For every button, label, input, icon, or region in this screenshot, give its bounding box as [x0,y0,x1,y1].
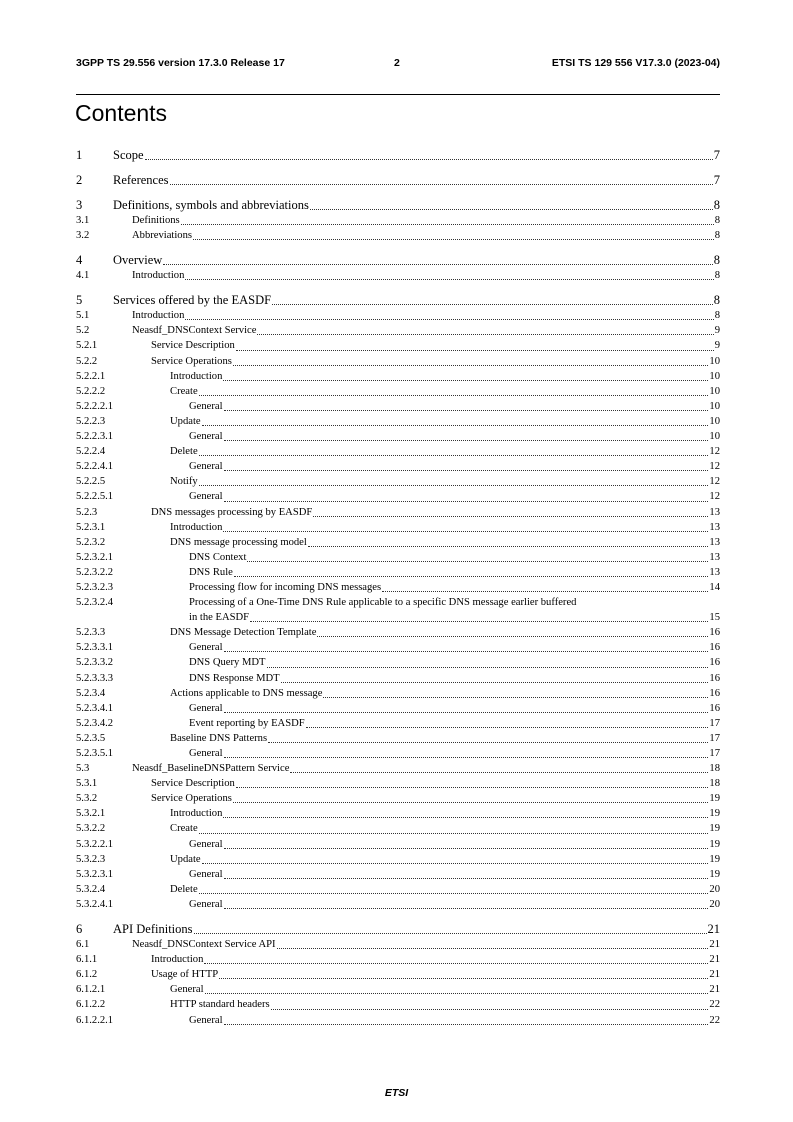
toc-leader-dots [199,485,709,486]
toc-entry[interactable] [76,565,720,580]
toc-leader-dots [234,576,709,577]
toc-leader-dots [313,516,708,517]
toc-entry-label: Processing flow for incoming DNS messages [189,581,382,593]
toc-entry-label: Overview [113,253,163,268]
toc-entry-label: DNS message processing model [170,536,307,548]
toc-entry[interactable] [76,489,720,504]
toc-entry[interactable] [76,148,720,163]
toc-entry-label-continued: in the EASDF [189,612,250,624]
toc-entry-page: 10 [709,415,720,427]
toc-entry[interactable] [76,686,720,701]
toc-entry-number: 3 [76,198,83,212]
toc-entry-page: 19 [709,853,720,865]
toc-entry-page: 16 [709,627,720,639]
toc-entry-label: DNS Context [189,551,247,563]
toc-entry-page: 18 [709,763,720,775]
toc-entry-label: Delete [170,883,198,895]
toc-entry[interactable] [76,369,720,384]
toc-entry-number: 5.2.3.4 [76,687,106,699]
toc-entry[interactable] [76,323,720,338]
toc-leader-dots [236,350,714,351]
toc-entry-page: 9 [714,340,720,352]
toc-entry[interactable] [76,253,720,268]
toc-entry-page: 13 [709,536,720,548]
toc-entry-page: 19 [709,868,720,880]
toc-entry-page: 22 [709,1014,720,1026]
toc-entry[interactable] [76,293,720,308]
header-page-number: 2 [394,57,400,69]
toc-entry-number: 5.2.2.1 [76,370,106,382]
toc-leader-dots [145,159,713,160]
toc-entry-label: Services offered by the EASDF [113,293,272,308]
toc-entry[interactable] [76,731,720,746]
toc-leader-dots [199,395,709,396]
toc-entry-number: 5.3.2.4.1 [76,898,114,910]
toc-leader-dots [202,863,709,864]
toc-leader-dots [181,224,714,225]
toc-entry-label: DNS Query MDT [189,657,266,669]
toc-entry-page: 7 [713,173,720,187]
toc-entry-page: 16 [709,642,720,654]
toc-entry-label: Update [170,415,201,427]
toc-entry-page: 16 [709,687,720,699]
toc-entry-label: Neasdf_DNSContext Service API [132,939,276,951]
toc-entry-number: 5.2.2.3 [76,415,106,427]
toc-leader-dots [204,963,708,964]
toc-entry-label: General [189,431,223,443]
toc-entry-label: Introduction [132,310,185,322]
toc-entry[interactable] [76,922,720,937]
toc-entry-number: 5.2.3.5.1 [76,748,114,759]
toc-leader-dots [224,440,709,441]
toc-entry-number: 6.1.2 [76,969,98,981]
toc-entry[interactable] [76,867,720,882]
toc-entry-number: 5.2.3.5 [76,732,106,744]
toc-entry[interactable] [76,852,720,867]
toc-entry-page: 7 [713,148,720,162]
toc-entry-label: DNS Message Detection Template [170,627,317,639]
toc-entry-number: 5.1 [76,310,90,322]
toc-entry-number: 5.3.2.2.1 [76,838,114,850]
toc-leader-dots [224,757,709,758]
toc-entry[interactable] [76,384,720,399]
toc-leader-dots [185,279,713,280]
toc-entry-page: 10 [709,431,720,443]
toc-entry-label: Introduction [151,954,204,966]
toc-entry-page: 22 [709,999,720,1011]
toc-entry-label: DNS Response MDT [189,672,280,684]
toc-entry[interactable] [76,640,720,655]
toc-entry-label: Update [170,853,201,865]
toc-entry-number: 1 [76,148,83,162]
toc-entry[interactable] [76,982,720,997]
toc-entry-label: Actions applicable to DNS message [170,687,323,699]
toc-entry[interactable] [76,550,720,565]
toc-entry-label: Neasdf_BaselineDNSPattern Service [132,763,290,775]
toc-entry[interactable] [76,213,720,228]
toc-entry-number: 5.3 [76,763,90,775]
toc-entry-number: 6.1 [76,939,90,951]
toc-leader-dots [277,948,709,949]
toc-entry-label: General [189,1014,223,1026]
toc-entry-page: 20 [709,898,720,910]
toc-entry-label: HTTP standard headers [170,999,270,1011]
toc-entry[interactable] [76,716,720,731]
toc-leader-dots [236,787,709,788]
toc-entry[interactable] [76,228,720,243]
toc-entry[interactable] [76,580,720,595]
toc-entry-page: 16 [709,672,720,684]
toc-entry[interactable] [76,338,720,353]
toc-entry-number: 5.2.3 [76,506,98,518]
toc-entry-label: Baseline DNS Patterns [170,732,268,744]
toc-entry[interactable] [76,952,720,967]
toc-entry-number: 6.1.2.1 [76,984,106,996]
toc-leader-dots [224,501,709,502]
toc-entry[interactable] [76,937,720,952]
toc-leader-dots [233,365,709,366]
toc-entry-page: 12 [709,491,720,503]
toc-entry-page: 10 [709,400,720,412]
toc-entry-number: 6.1.2.2 [76,999,106,1011]
toc-entry-label: Notify [170,476,198,488]
header-etsi-reference: ETSI TS 129 556 V17.3.0 (2023-04) [551,57,720,69]
toc-leader-dots [199,893,709,894]
toc-leader-dots [199,833,709,834]
toc-entry-number: 5.2.3.1 [76,521,106,533]
toc-leader-dots [163,264,712,265]
toc-leader-dots [193,239,714,240]
toc-entry-page: 10 [709,355,720,367]
toc-entry-number: 5.3.2.3.1 [76,868,114,880]
toc-entry[interactable] [76,268,720,283]
toc-leader-dots [224,470,709,471]
toc-entry-label: API Definitions [113,922,193,937]
toc-entry[interactable] [76,746,720,761]
toc-entry-page: 18 [709,778,720,790]
table-of-contents [76,148,720,1028]
toc-entry-label: Create [170,823,198,835]
toc-leader-dots [224,1024,709,1025]
toc-entry-page: 8 [714,310,720,322]
toc-entry-number: 5.3.2.3 [76,853,106,865]
toc-entry-label: General [189,898,223,910]
toc-entry-page: 16 [709,657,720,669]
toc-entry-page: 19 [709,823,720,835]
toc-entry-label: References [113,173,169,187]
toc-entry-label: Service Description [151,778,235,790]
toc-entry-label: General [189,400,223,412]
toc-entry-page: 17 [709,748,720,759]
toc-leader-dots [224,410,709,411]
toc-entry[interactable] [76,897,720,912]
toc-entry-label: Introduction [170,370,223,382]
toc-entry-page: 16 [709,702,720,714]
toc-entry-label: General [189,642,223,654]
toc-leader-dots [272,304,713,305]
toc-entry-number: 5.2.3.2.1 [76,551,114,563]
toc-leader-dots [219,978,708,979]
toc-entry[interactable] [76,821,720,836]
toc-entry-label: DNS messages processing by EASDF [151,506,313,518]
toc-leader-dots [199,455,709,456]
toc-entry-number: 5.2.3.3 [76,627,106,639]
page-header [76,57,720,71]
toc-entry[interactable] [76,505,720,520]
toc-entry-number: 5 [76,293,83,308]
toc-leader-dots [306,727,709,728]
toc-entry-page: 20 [709,883,720,895]
toc-entry-page: 8 [714,215,720,226]
toc-entry-page: 14 [709,581,720,593]
toc-entry-page: 19 [709,838,720,850]
toc-entry-number: 5.2.3.2 [76,536,106,548]
toc-entry[interactable] [76,967,720,982]
toc-leader-dots [267,667,709,668]
toc-entry-label: Service Operations [151,355,232,367]
toc-entry[interactable] [76,791,720,806]
toc-entry-number: 5.3.2.1 [76,808,106,820]
toc-entry-number: 5.2.2.2 [76,385,106,397]
toc-entry[interactable] [76,459,720,474]
toc-entry[interactable] [76,671,720,686]
toc-leader-dots [308,546,709,547]
toc-entry-label: Abbreviations [132,230,193,242]
toc-entry-label: DNS Rule [189,566,233,578]
toc-entry-number: 5.2 [76,325,90,337]
toc-entry-label: Introduction [170,808,223,820]
toc-entry-page: 8 [713,198,720,212]
toc-leader-dots [170,184,713,185]
toc-entry-page: 8 [713,253,720,268]
toc-leader-dots [290,772,708,773]
toc-entry-number: 5.2.3.4.2 [76,717,114,729]
toc-entry-label: Create [170,385,198,397]
toc-entry-page: 21 [709,954,720,966]
toc-entry-page: 15 [709,612,720,624]
toc-entry-number: 5.2.2.4.1 [76,461,114,473]
toc-entry-page: 9 [714,325,720,337]
toc-leader-dots [194,933,707,934]
toc-entry-number: 5.2.2.4 [76,446,106,458]
toc-entry-label: Event reporting by EASDF [189,717,305,729]
toc-entry-label: Definitions [132,215,180,226]
toc-entry-number: 5.3.2.2 [76,823,106,835]
toc-leader-dots [268,742,708,743]
toc-entry-number: 5.2.3.3.3 [76,672,114,684]
page-footer: ETSI [384,1087,409,1099]
toc-leader-dots [205,993,709,994]
toc-entry-number: 4 [76,253,83,268]
toc-entry-number: 5.2.3.3.2 [76,657,114,669]
toc-entry-number: 6.1.2.2.1 [76,1014,114,1026]
toc-entry-number: 5.2.2.5.1 [76,491,114,503]
toc-entry-number: 5.2.3.2.2 [76,566,114,578]
toc-entry-page: 19 [709,793,720,805]
toc-entry-number: 5.3.2 [76,793,98,805]
toc-entry-number: 6 [76,922,83,937]
toc-entry-number: 5.2.3.2.4 [76,597,114,609]
toc-entry-number: 5.3.2.4 [76,883,106,895]
toc-entry[interactable] [76,535,720,550]
toc-entry-page: 13 [709,506,720,518]
toc-entry-label: General [170,984,204,996]
toc-entry[interactable] [76,882,720,897]
toc-entry-page: 13 [709,521,720,533]
toc-entry[interactable] [76,429,720,444]
toc-entry[interactable] [76,399,720,414]
toc-entry-label: Scope [113,148,144,162]
toc-entry-label: General [189,748,223,759]
toc-entry-number: 5.2.2 [76,355,98,367]
toc-leader-dots [281,682,709,683]
toc-entry[interactable] [76,474,720,489]
toc-entry[interactable] [76,776,720,791]
toc-entry-number: 5.3.1 [76,778,98,790]
toc-leader-dots [271,1009,709,1010]
toc-leader-dots [310,209,713,210]
toc-leader-dots [224,878,709,879]
toc-entry-number: 6.1.1 [76,954,98,966]
toc-entry-number: 5.2.3.3.1 [76,642,114,654]
toc-entry-page: 17 [709,717,720,729]
toc-leader-dots [224,848,709,849]
toc-leader-dots [382,591,708,592]
toc-leader-dots [224,651,709,652]
toc-entry[interactable] [76,520,720,535]
toc-entry[interactable] [76,354,720,369]
toc-entry-page: 17 [709,732,720,744]
toc-entry-number: 5.2.3.2.3 [76,581,114,593]
toc-entry[interactable] [76,837,720,852]
toc-entry[interactable] [76,655,720,670]
toc-entry[interactable] [76,595,720,625]
toc-entry-page: 12 [709,461,720,473]
toc-leader-dots [223,380,708,381]
toc-entry-label: General [189,868,223,880]
toc-entry-label: General [189,702,223,714]
toc-entry-number: 2 [76,173,83,187]
toc-leader-dots [257,334,713,335]
toc-entry-number: 5.2.2.3.1 [76,431,114,443]
toc-leader-dots [202,425,709,426]
page-title: Contents [75,100,168,126]
toc-entry-label: Service Operations [151,793,232,805]
toc-entry-label: General [189,838,223,850]
toc-entry-page: 21 [709,984,720,996]
toc-leader-dots [247,561,708,562]
toc-entry-page: 10 [709,370,720,382]
header-document-version: 3GPP TS 29.556 version 17.3.0 Release 17 [76,57,285,69]
toc-leader-dots [250,621,708,622]
toc-entry-number: 5.2.2.5 [76,476,106,488]
toc-entry-number: 3.1 [76,215,90,226]
toc-leader-dots [317,636,708,637]
toc-entry-number: 5.2.3.4.1 [76,702,114,714]
toc-entry-page: 8 [713,293,720,308]
toc-leader-dots [323,697,708,698]
toc-entry-number: 5.2.1 [76,340,98,352]
toc-entry[interactable] [76,997,720,1012]
toc-entry[interactable] [76,1013,720,1028]
toc-leader-dots [185,319,713,320]
toc-entry-number: 3.2 [76,230,90,242]
toc-entry-label: Service Description [151,340,235,352]
toc-leader-dots [223,817,708,818]
toc-entry-label: Usage of HTTP [151,969,219,981]
toc-entry-label: Neasdf_DNSContext Service [132,325,257,337]
toc-leader-dots [233,802,709,803]
toc-entry[interactable] [76,701,720,716]
toc-entry-label: Introduction [132,270,185,282]
toc-entry-page: 19 [709,808,720,820]
header-divider [76,94,720,95]
toc-entry-number: 4.1 [76,270,90,282]
toc-entry-page: 21 [707,922,720,937]
toc-leader-dots [224,712,709,713]
toc-entry-page: 21 [709,939,720,951]
toc-entry[interactable] [76,173,720,188]
toc-entry[interactable] [76,806,720,821]
toc-entry[interactable] [76,198,720,213]
toc-entry-page: 8 [714,270,720,282]
toc-entry-label: General [189,461,223,473]
toc-entry[interactable] [76,761,720,776]
toc-leader-dots [224,908,709,909]
toc-entry-label: Introduction [170,521,223,533]
toc-entry-page: 13 [709,551,720,563]
toc-entry-page: 12 [709,476,720,488]
toc-entry[interactable] [76,625,720,640]
toc-entry[interactable] [76,308,720,323]
toc-entry-label: Processing of a One-Time DNS Rule applicable to a specific DNS message earlier buffered [189,597,577,609]
toc-entry-label: Delete [170,446,198,458]
toc-entry-page: 13 [709,566,720,578]
toc-leader-dots [223,531,708,532]
toc-entry-label: Definitions, symbols and abbreviations [113,198,309,212]
toc-entry-number: 5.2.2.2.1 [76,400,114,412]
toc-entry[interactable] [76,444,720,459]
toc-entry-label: General [189,491,223,503]
toc-entry[interactable] [76,414,720,429]
toc-entry-page: 10 [709,385,720,397]
toc-entry-page: 8 [714,230,720,242]
toc-entry-page: 12 [709,446,720,458]
toc-entry-page: 21 [709,969,720,981]
